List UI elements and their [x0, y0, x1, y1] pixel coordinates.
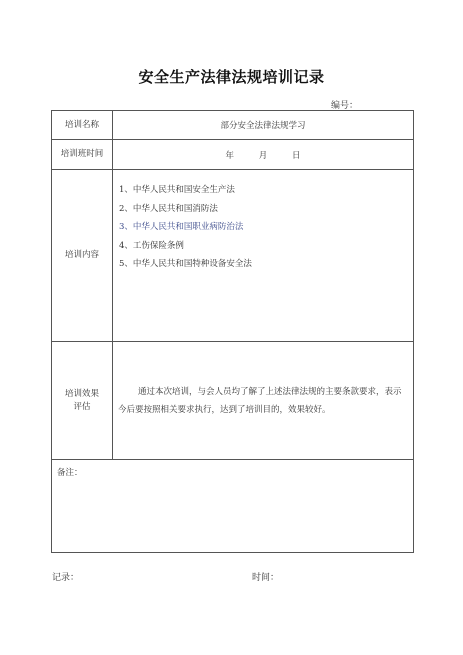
- month-label: 月: [258, 150, 268, 161]
- training-name-label: 培训名称: [52, 111, 113, 140]
- list-item: 2、中华人民共和国消防法: [119, 203, 218, 214]
- training-content-list: [119, 170, 413, 274]
- evaluation-text: 通过本次培训，与会人员均了解了上述法律法规的主要条款要求，表示今后要按照相关要求执行，达到了培训目的，效果较好。: [118, 386, 402, 415]
- table-row: [52, 140, 414, 170]
- training-evaluation-value: [113, 342, 414, 460]
- recorder-label: 记录：: [52, 573, 80, 583]
- list-item: 3、中华人民共和国职业病防治法: [119, 222, 244, 232]
- training-evaluation-label: [52, 342, 113, 460]
- table-row: [52, 342, 414, 460]
- footer-time-label: 时间：: [252, 573, 280, 583]
- training-content-label: 培训内容: [52, 170, 113, 342]
- table-row: [52, 170, 414, 342]
- list-item: 4、工伤保险条例: [119, 240, 184, 251]
- training-record-table: [51, 110, 414, 553]
- table-row: [52, 460, 414, 553]
- table-row: [52, 111, 414, 140]
- training-time-label: 培训班时间: [52, 140, 113, 170]
- training-content-value: [113, 170, 414, 342]
- year-label: 年: [225, 150, 235, 161]
- list-item: 1、中华人民共和国安全生产法: [119, 185, 235, 195]
- serial-number-label: 编号：: [331, 101, 359, 111]
- evaluation-label-line1: 培训效果: [64, 388, 99, 399]
- remarks-cell: [52, 460, 414, 553]
- day-label: 日: [291, 150, 301, 161]
- evaluation-label-line2: 评估: [73, 401, 91, 412]
- document-title: 安全生产法律法规培训记录: [138, 68, 325, 86]
- training-time-value: [113, 140, 414, 170]
- remarks-label: 备注：: [57, 468, 83, 478]
- training-name-value: 部分安全法律法规学习: [113, 111, 414, 140]
- list-item: 5、中华人民共和国特种设备安全法: [119, 259, 252, 269]
